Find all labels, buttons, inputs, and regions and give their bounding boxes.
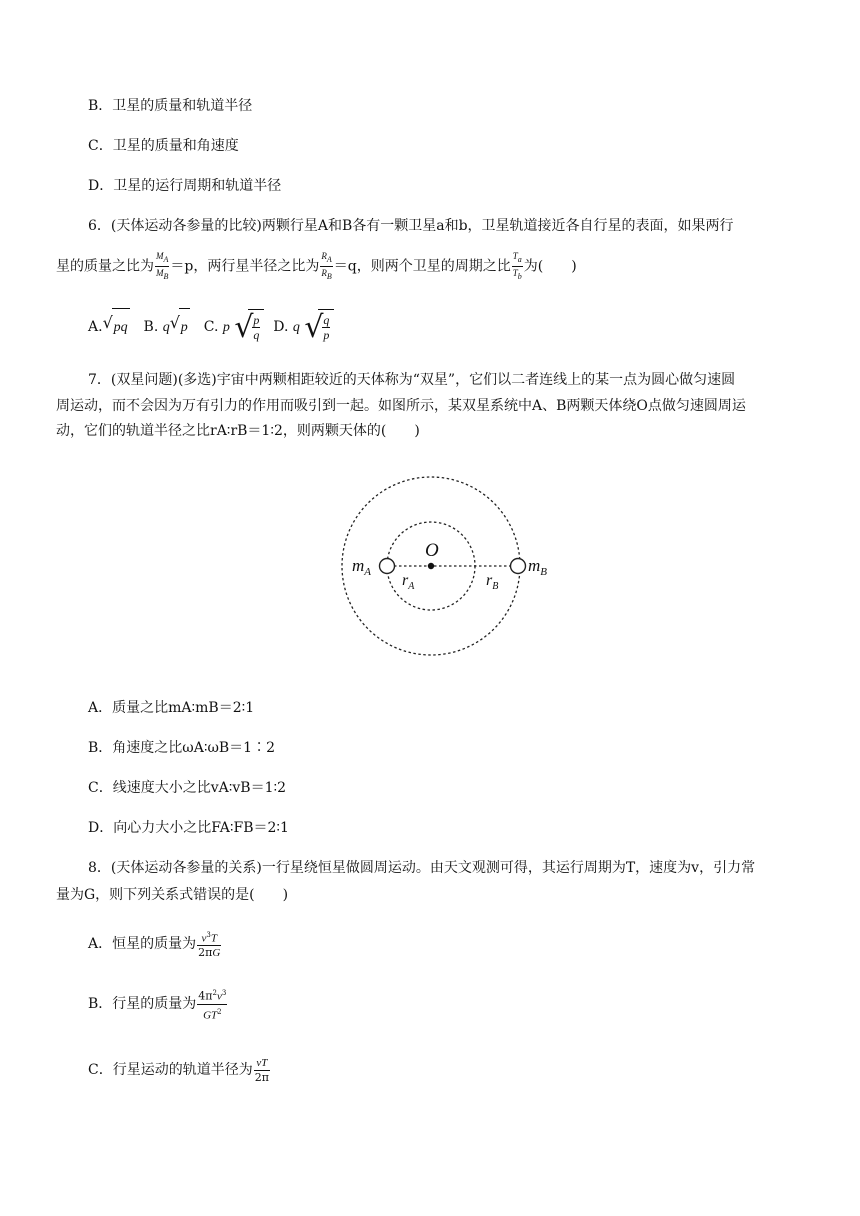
q5-option-b: B．卫星的质量和轨道半径	[88, 98, 253, 114]
q8-line2: 量为G，则下列关系式错误的是( )	[56, 887, 289, 903]
label-ra: $r_A$	[402, 572, 415, 592]
star-a	[380, 559, 395, 574]
q7-line2: 周运动，而不会因为万有引力的作用而吸引到一起。如图所示，某双星系统中A、B两颗天体绕O点做匀速圆周运	[56, 398, 746, 414]
q8-option-a: A．恒星的质量为 $\frac{v^3T}{2\pi G}$	[88, 924, 222, 964]
q6-line2	[56, 250, 577, 283]
star-b	[511, 559, 526, 574]
q6-line2-a: 星的质量之比为	[56, 258, 154, 275]
q7-option-b: B．角速度之比ωA∶ωB＝1∶2	[88, 740, 275, 756]
binary-star-diagram	[330, 470, 560, 660]
label-mb: $m_B$	[528, 556, 548, 578]
q8-line1: 8．(天体运动各参量的关系)一行星绕恒星做圆周运动。由天文观测可得，其运行周期为T，速度为v，引力常	[88, 860, 756, 876]
mass-ratio-fraction: $\frac{M_A}{M_B}$	[156, 251, 169, 281]
q6-line2-d: 为( )	[523, 258, 577, 275]
radius-ratio-fraction: $\frac{R_A}{R_B}$	[321, 251, 332, 281]
q7-line3: 动，它们的轨道半径之比rA∶rB＝1∶2，则两颗天体的( )	[56, 423, 420, 439]
q6-line1: 6．(天体运动各参量的比较)两颗行星A和B各有一颗卫星a和b，卫星轨道接近各自行星的表面，如果两行	[88, 218, 734, 234]
q7-option-d: D．向心力大小之比FA∶FB＝2∶1	[88, 820, 289, 836]
q8-option-c: C．行星运动的轨道半径为 $\frac{vT}{2\pi}$	[88, 1056, 269, 1084]
q7-line1: 7．(双星问题)(多选)宇宙中两颗相距较近的天体称为“双星”，它们以二者连线上的某一点为圆心做匀速圆	[88, 372, 736, 388]
q5-option-c: C．卫星的质量和角速度	[88, 138, 239, 154]
label-rb: $r_B$	[486, 572, 499, 592]
q6-options-text	[88, 308, 89, 309]
q6-line2-c: ＝q，则两个卫星的周期之比	[333, 258, 511, 275]
label-o: O	[425, 540, 439, 561]
q5-option-d: D．卫星的运行周期和轨道半径	[88, 178, 282, 194]
label-ma: $m_A$	[352, 556, 372, 578]
q6-line2-b: ＝p，两行星半径之比为	[170, 258, 320, 275]
q7-option-c: C．线速度大小之比vA∶vB＝1∶2	[88, 780, 287, 796]
q6-options: A. √ pq B. q √ p C. p √ $\frac{p}{q}$ D. q √ $\frac{q}{p}$	[88, 308, 334, 344]
q8-option-b: B．行星的质量为 $\frac{4\pi^2v^3}{GT^2}$	[88, 984, 228, 1024]
center-point-o	[428, 563, 434, 569]
q7-option-a: A．质量之比mA∶mB＝2∶1	[88, 700, 255, 716]
period-ratio-fraction: $\frac{T_a}{T_b}$	[512, 251, 522, 281]
